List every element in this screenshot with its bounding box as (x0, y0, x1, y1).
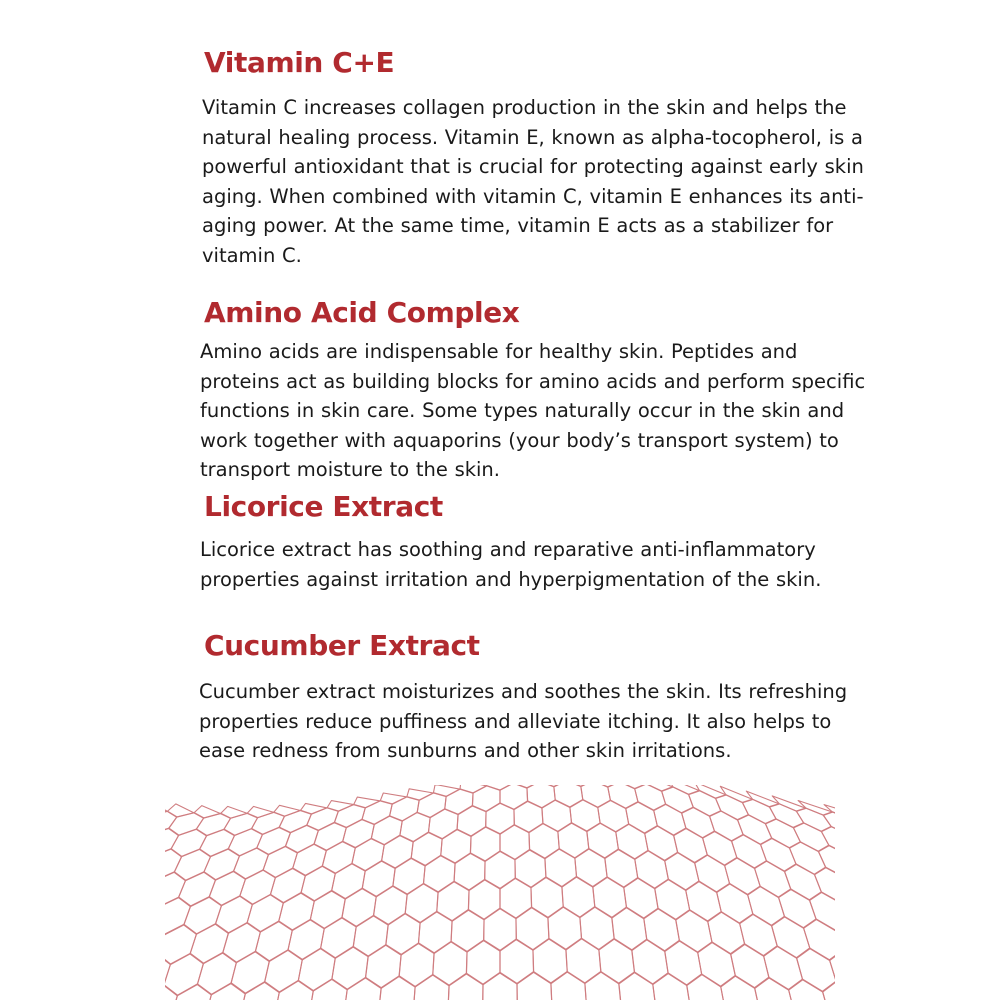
text-line: properties reduce puffiness and alleviate itching. It also helps to (199, 709, 832, 733)
mesh-cell (486, 803, 515, 834)
text-line: ease redness from sunburns and other skin irritations. (199, 739, 732, 763)
mesh-cell (386, 913, 421, 955)
mesh-cell (605, 849, 638, 888)
mesh-cell (206, 983, 246, 1000)
mesh-cell (468, 879, 500, 920)
mesh-cell (548, 907, 582, 950)
mesh-cell (500, 825, 530, 860)
mesh-cell (165, 802, 167, 816)
mesh-cell (554, 785, 583, 808)
text-line: functions in skin care. Some types naturally occur in the skin and (200, 399, 845, 423)
mesh-cell (466, 940, 500, 985)
mesh-cell (451, 910, 484, 953)
mesh-cell (379, 976, 416, 1000)
mesh-cell (608, 785, 638, 809)
text-line: natural healing process. Vitamin E, known as alpha-tocopherol, is a (202, 125, 863, 149)
mesh-cell (448, 973, 483, 1000)
mesh-cell (365, 945, 401, 989)
mesh-cell (585, 971, 622, 1000)
mesh-cell (321, 917, 357, 958)
mesh-cell (624, 878, 659, 919)
mesh-cell (423, 855, 455, 892)
mesh-cell (460, 785, 487, 793)
mesh-cell (418, 911, 452, 953)
hexagonal-wave-mesh-decoration (165, 785, 835, 1000)
mesh-cell (171, 984, 212, 1000)
text-line: Amino acids are indispensable for healthy skin. Peptides and (200, 340, 798, 363)
heading-vitamin-c-e: Vitamin C+E (204, 46, 395, 79)
mesh-cell (587, 823, 619, 859)
mesh-cell (483, 972, 518, 1000)
mesh-cell (399, 943, 434, 987)
mesh-cell (265, 950, 303, 993)
paragraph-licorice-extract (200, 535, 870, 594)
mesh-cell (598, 800, 629, 832)
mesh-cell (413, 974, 449, 1000)
paragraph-vitamin-c-e (202, 93, 867, 271)
text-line: properties against irritation and hyperpigmentation of the skin. (200, 567, 822, 591)
mesh-cell (580, 907, 615, 951)
mesh-cell (454, 853, 485, 891)
mesh-cell (167, 804, 194, 817)
mesh-cell (698, 942, 736, 987)
mesh-cell (821, 826, 835, 855)
mesh-cell (517, 972, 552, 1000)
mesh-cell (332, 946, 369, 989)
mesh-cell (619, 972, 656, 1000)
mesh-cell (644, 908, 680, 951)
mesh-cell (721, 976, 760, 1000)
text-line: Vitamin C increases collagen production in the skin and helps the (202, 96, 847, 119)
text-line: vitamin C. (202, 243, 302, 267)
mesh-cell (593, 877, 627, 918)
mesh-cell (755, 977, 795, 1000)
mesh-cell (500, 939, 534, 984)
paragraph-amino-acid-complex (200, 337, 870, 485)
heading-licorice-extract: Licorice Extract (204, 490, 443, 523)
mesh-cell (165, 985, 178, 1000)
mesh-cell (527, 785, 555, 808)
mesh-cell (616, 824, 649, 860)
mesh-cell (240, 982, 279, 1000)
mesh-cell (632, 939, 669, 984)
mesh-cell (433, 941, 467, 986)
mesh-cell (575, 849, 607, 888)
mesh-cell (437, 881, 469, 921)
heading-cucumber-extract: Cucumber Extract (204, 629, 480, 662)
mesh-cell (515, 849, 546, 887)
mesh-cell (405, 883, 438, 923)
mesh-cell (514, 801, 543, 833)
text-line: proteins act as building blocks for amino acids and perform specific (200, 369, 866, 393)
mesh-cell (353, 915, 388, 956)
mesh-cell (653, 973, 691, 1000)
mesh-cell (542, 800, 572, 832)
text-line: Licorice extract has soothing and reparative anti-inflammatory (200, 538, 816, 561)
mesh-cell (558, 823, 589, 859)
text-line: work together with aquaporins (your body’s transport system) to (200, 428, 839, 452)
mesh-cell (529, 823, 559, 859)
text-line: powerful antioxidant that is crucial for protecting against early skin (202, 155, 864, 179)
paragraph-cucumber-extract (199, 677, 869, 766)
mesh-cell (484, 908, 517, 951)
mesh-cell (818, 845, 835, 878)
mesh-cell (789, 979, 830, 1000)
heading-amino-acid-complex: Amino Acid Complex (204, 296, 520, 329)
mesh-cell (612, 907, 647, 950)
mesh-cell (275, 980, 314, 1000)
mesh-cell (441, 829, 471, 863)
mesh-cell (829, 950, 835, 994)
text-line: aging power. At the same time, vitamin E acts as a stabilizer for (202, 214, 834, 238)
mesh-cell (533, 938, 567, 983)
mesh-cell (373, 886, 407, 925)
mesh-cell (566, 938, 601, 983)
text-line: Cucumber extract moisturizes and soothes the skin. Its refreshing (199, 680, 848, 703)
mesh-cell (500, 878, 532, 919)
text-line: aging. When combined with vitamin C, vitamin E enhances its anti- (202, 184, 864, 208)
mesh-cell (570, 800, 600, 832)
mesh-cell (581, 785, 611, 808)
mesh-cell (485, 851, 516, 889)
mesh-cell (809, 892, 835, 931)
mesh-cell (635, 850, 669, 889)
mesh-cell (194, 806, 221, 819)
mesh-cell (545, 849, 577, 888)
mesh-cell (665, 940, 702, 985)
mesh-cell (822, 981, 835, 1000)
mesh-cell (562, 877, 595, 918)
mesh-cell (516, 907, 549, 950)
mesh-cell (599, 939, 635, 984)
mesh-cell (393, 858, 425, 895)
mesh-cell (551, 971, 587, 1000)
mesh-cell (298, 948, 335, 991)
text-line: transport moisture to the skin. (200, 458, 500, 482)
mesh-cell (470, 827, 500, 862)
mesh-cell (165, 811, 177, 834)
mesh-cell (531, 877, 563, 918)
